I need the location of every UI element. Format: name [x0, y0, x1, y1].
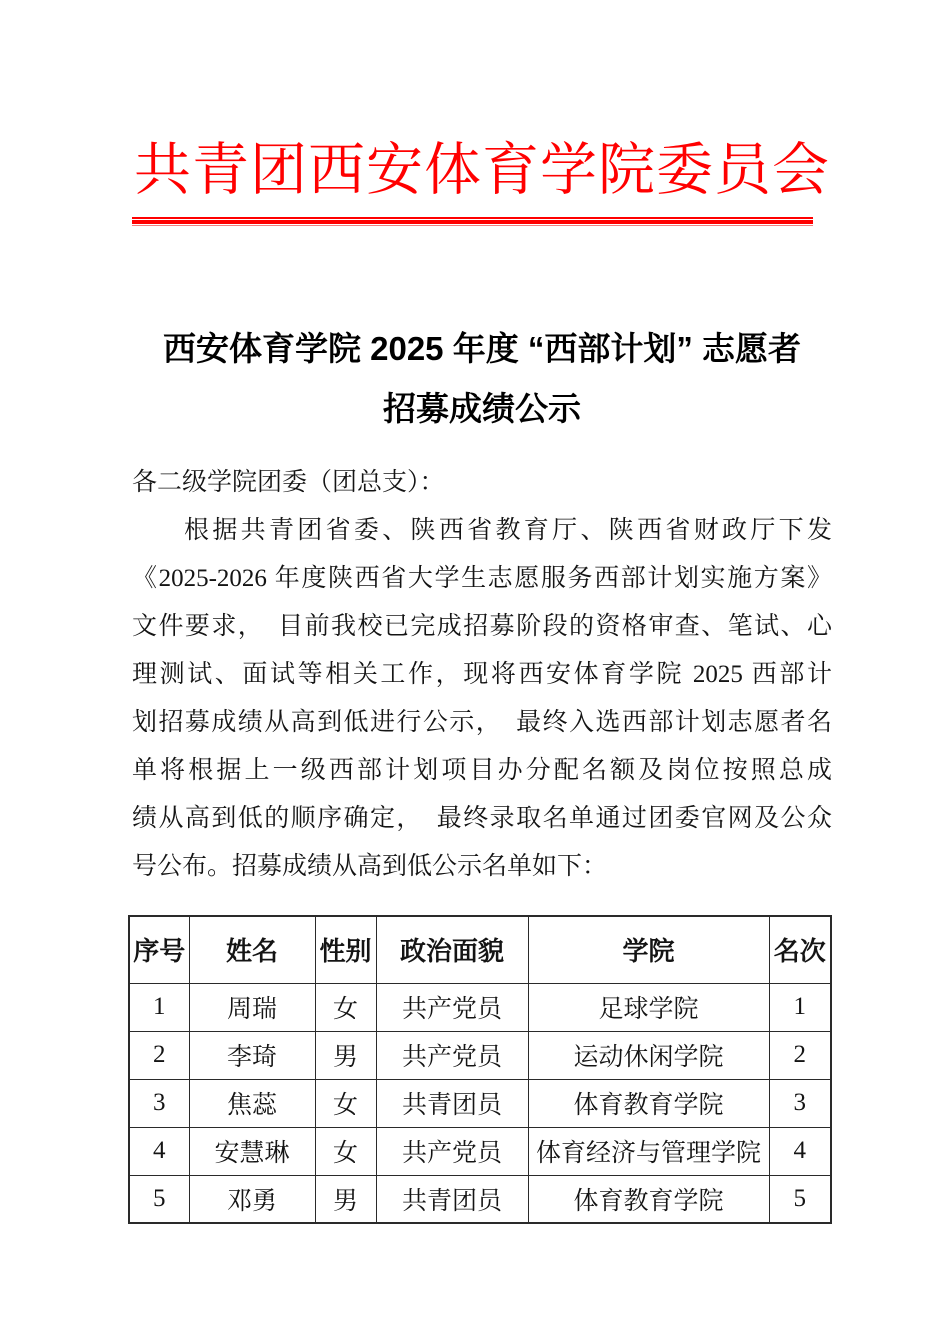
table-cell: 女	[315, 1127, 376, 1175]
table-row	[129, 1031, 831, 1079]
table-header-cell: 名次	[769, 916, 831, 983]
table-cell: 焦蕊	[189, 1079, 315, 1127]
paragraph-line: 划招募成绩从高到低进行公示， 最终入选西部计划志愿者名	[132, 709, 832, 736]
document-title-line-1: 西安体育学院 2025 年度 “西部计划” 志愿者	[162, 330, 802, 367]
table-body	[129, 983, 831, 1223]
paragraph-line: 单将根据上一级西部计划项目办分配名额及岗位按照总成	[132, 757, 832, 784]
table-cell: 男	[315, 1175, 376, 1223]
salutation: 各二级学院团委（团总支）：	[132, 469, 445, 496]
table-cell: 5	[769, 1175, 831, 1223]
table-cell: 1	[129, 983, 189, 1031]
table-cell: 体育经济与管理学院	[528, 1127, 769, 1175]
table-header-cell: 性别	[315, 916, 376, 983]
table-cell: 4	[129, 1127, 189, 1175]
paragraph-line: 号公布。招募成绩从高到低公示名单如下：	[132, 853, 608, 880]
table-cell: 邓勇	[189, 1175, 315, 1223]
table-cell: 共产党员	[376, 983, 528, 1031]
table-header-cell: 政治面貌	[376, 916, 528, 983]
table-cell: 女	[315, 1079, 376, 1127]
table-cell: 3	[769, 1079, 831, 1127]
table-row	[129, 1127, 831, 1175]
paragraph-line: 根据共青团省委、陕西省教育厅、陕西省财政厅下发	[184, 517, 832, 544]
table-header-cell: 姓名	[189, 916, 315, 983]
table-cell: 共产党员	[376, 1031, 528, 1079]
table-cell: 男	[315, 1031, 376, 1079]
paragraph-line: 文件要求， 目前我校已完成招募阶段的资格审查、笔试、心	[132, 613, 832, 640]
table-header-row	[129, 916, 831, 983]
letterhead-org-name: 共青团西安体育学院委员会	[134, 138, 830, 202]
document-title	[132, 319, 832, 439]
paragraph-line: 理测试、面试等相关工作，现将西安体育学院 2025 西部计	[132, 661, 832, 688]
table-cell: 李琦	[189, 1031, 315, 1079]
table-cell: 周瑞	[189, 983, 315, 1031]
table-cell: 体育教育学院	[528, 1079, 769, 1127]
table-cell: 足球学院	[528, 983, 769, 1031]
table-cell: 体育教育学院	[528, 1175, 769, 1223]
table-row	[129, 983, 831, 1031]
table-cell: 女	[315, 983, 376, 1031]
results-table	[128, 915, 832, 1224]
table-row	[129, 1079, 831, 1127]
table-cell: 共青团员	[376, 1175, 528, 1223]
paragraph-line: 《2025-2026 年度陕西省大学生志愿服务西部计划实施方案》	[132, 565, 832, 592]
table-cell: 共产党员	[376, 1127, 528, 1175]
table-cell: 2	[769, 1031, 831, 1079]
body-paragraph	[132, 507, 832, 891]
table-cell: 运动休闲学院	[528, 1031, 769, 1079]
table-cell: 5	[129, 1175, 189, 1223]
table-header-cell: 学院	[528, 916, 769, 983]
table-cell: 2	[129, 1031, 189, 1079]
table-row	[129, 1175, 831, 1223]
table-head	[129, 916, 831, 983]
table-cell: 安慧琳	[189, 1127, 315, 1175]
table-header-cell: 序号	[129, 916, 189, 983]
table-cell: 1	[769, 983, 831, 1031]
table-cell: 共青团员	[376, 1079, 528, 1127]
table-cell: 3	[129, 1079, 189, 1127]
table-cell: 4	[769, 1127, 831, 1175]
paragraph-line: 绩从高到低的顺序确定， 最终录取名单通过团委官网及公众	[132, 805, 832, 832]
letterhead-divider	[132, 217, 813, 226]
document-title-line-2: 招募成绩公示	[383, 390, 581, 427]
divider-line-bottom	[132, 225, 813, 226]
